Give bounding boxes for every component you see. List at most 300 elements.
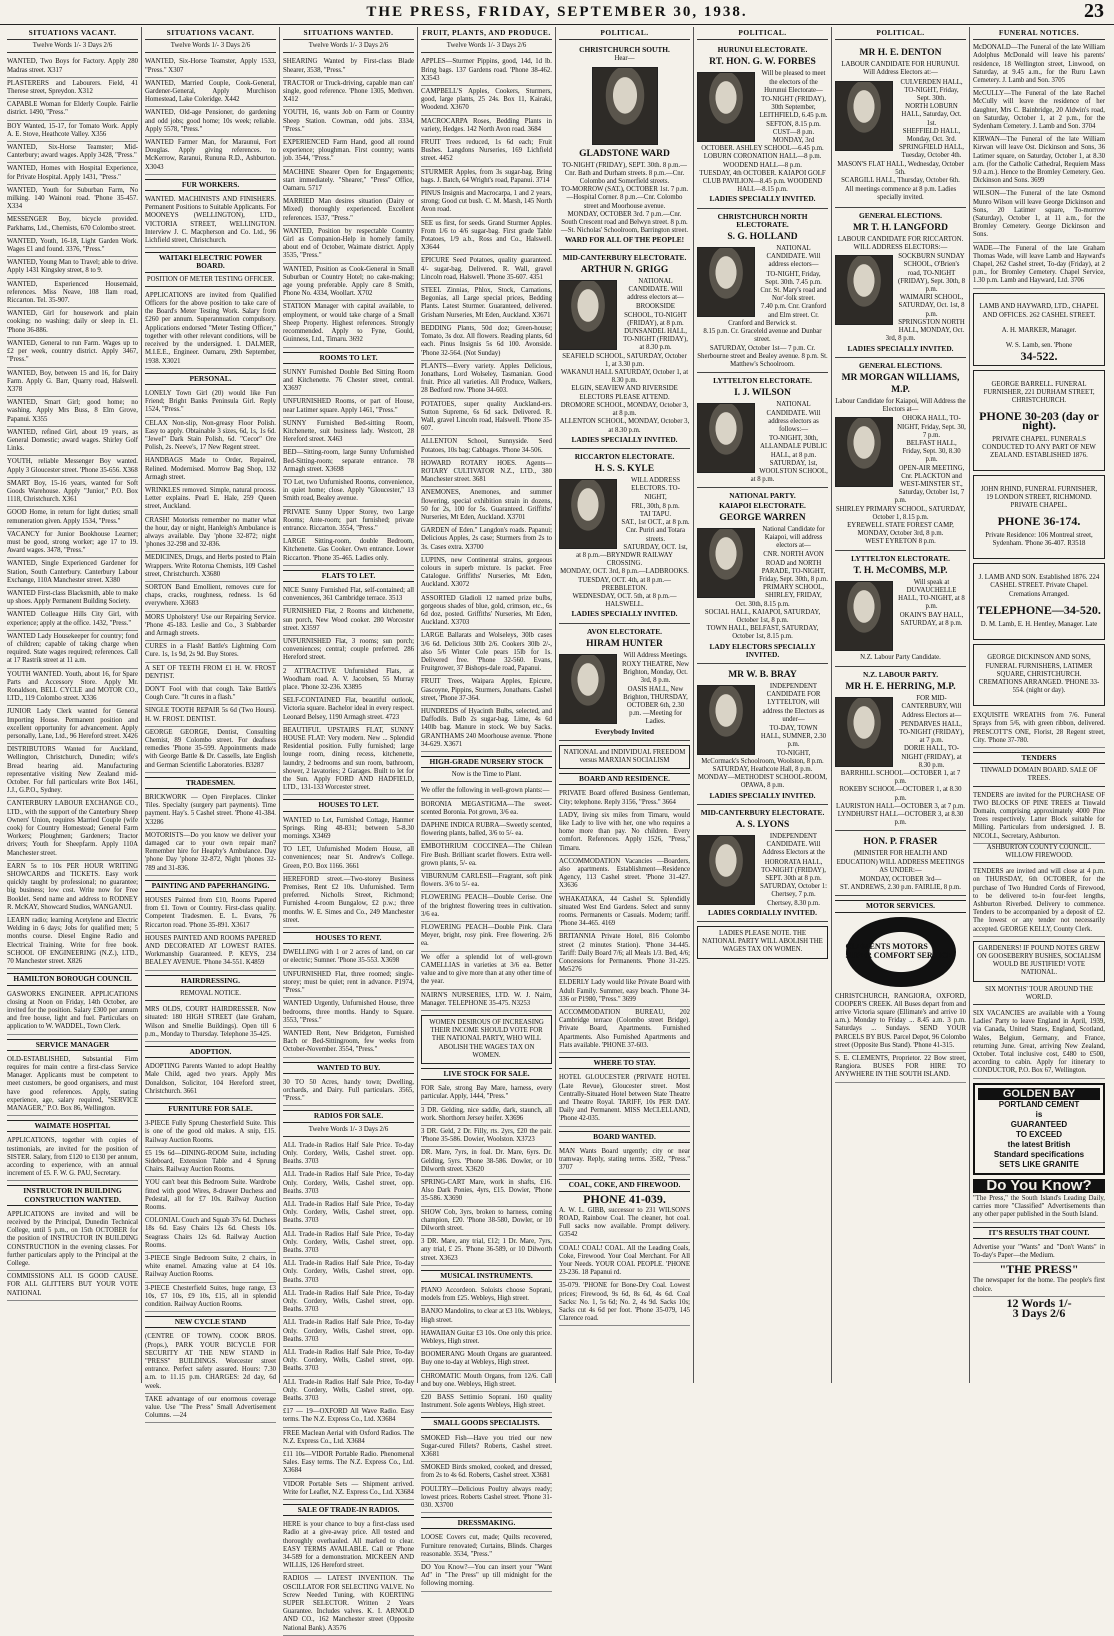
herring-name: MR H. E. HERRING, M.P. — [845, 682, 956, 693]
warren-block — [697, 488, 828, 664]
livestock-ads-item: 3 DR. Mare, any trial, £12; 1 Dr. Mare, 7yrs, any trial, £ 25. 'Phone 36-589, or 10 Dilworth street. X3623 — [421, 1236, 552, 1266]
col1-ads-item: WANTED Colleague Hills City Girl, with experience; apply at the office. 1432, "Press." — [7, 609, 138, 630]
portrait-wilson — [697, 403, 755, 473]
portrait-kyle — [559, 479, 617, 549]
gladstone-meetings-item: MONDAY, OCTOBER 3rd. 7 p.m.—Cnr. South Crescent road and Belwyn street. 8 p.m.—St. Nicholas' Schoolroom, Barrington street. — [560, 210, 689, 235]
col4-ads-item: BEDDING Plants, 50d doz; Green-house; Tomato, 3s doz. All flowers. Reading plants, 6d each. Pinus Insignis 5s 6d 100. Avonside. 'Phone 32-564. (Not Sunday) — [421, 323, 552, 361]
bray-meetings-item: TO-DAY, TOWN HALL, SUMNER, 2.30 p.m. — [760, 725, 827, 749]
service-head: SERVICE MANAGER — [7, 1039, 138, 1051]
lamb-hayward-ad — [973, 293, 1105, 366]
portrait-mccombs — [835, 581, 893, 651]
williams-name: MR MORGAN WILLIAMS, M.P. — [841, 372, 960, 395]
langford-sub: LABOUR CANDIDATE FOR RICCARTON. WILL ADDRESS ELECTORS:— — [837, 235, 964, 252]
board-ads-item: PRIVATE Board offered Business Gentleman, City; telephone. Reply 3156, "Press." 3664 — [559, 788, 690, 809]
livestock-ads-item: DR. Mare, 7yrs, in foal. Dr. Mare, 6yrs. Dr. Gelding, 5yrs. 'Phone 38-586. Dowler, or 10 Dilworth street. X3620 — [421, 1147, 552, 1177]
coal-ads-item: COAL! COAL! COAL. All the Leading Coals, Coke, Firewood. Your Coal Merchant. For All Your Needs. YOUR COAL PEOPLE. 'PHONE 23-236. 18 Papanui rd. — [559, 1243, 690, 1281]
golden-bay-lines — [978, 1100, 1100, 1170]
radios-ads-item: ALL Trade-in Radios Half Sale Price, To-day Only. Cordery, Wells, Cashel street, opp. Beaths. 3703 — [283, 1377, 414, 1407]
painting-ads — [145, 895, 276, 971]
radios-ads-item: ALL Trade-in Radios Half Sale Price, To-day Only. Cordery, Wells, Cashel street, opp. Beaths. 3703 — [283, 1317, 414, 1347]
houses-ads-item: TO LET, Unfurnished Modern House, all conveniences; near St. Andrew's College. Green, P.O. Box 1166. 3661 — [283, 844, 414, 874]
col4-ads-item: APPLES—Sturmer Pippins, good, 14d, 1d lb. Bring bags. 137 Gardens road. 'Phone 38-462. X3543 — [421, 56, 552, 86]
col1-ads-item: MESSENGER Boy, bicycle provided. Parkhams, Ltd., Chemists, 670 Colombo street. — [7, 214, 138, 235]
golden-bay-lines-item: SETS LIKE GRANITE — [999, 1159, 1079, 1169]
col3-ads-item: SHEARING Wanted by First-class Blade Shearer, 3538, "Press." — [283, 56, 414, 77]
bray-block — [697, 664, 828, 805]
coal-ads — [559, 1205, 690, 1327]
kyle-meetings-item: TUESDAY, OCT. 4th, at 8 p.m.—PREBBLETON. — [578, 576, 671, 592]
lamb-hayward-text: LAMB AND HAYWARD, LTD., CHAPEL AND OFFICES. 262 CASHEL STREET. — [979, 303, 1099, 319]
col1-ads-item: WANTED, Six-Horse Teamster; Mid-Canterbury; award wages. Apply 3428, "Press." — [7, 142, 138, 163]
forbes-block — [697, 42, 828, 208]
holland-meetings-item: 7.40 p.m. Cnr. Cranford and Elm street. Cr. Cranford and Berwick st. — [728, 303, 827, 327]
rent-ads-item: UNFURNISHED Flat, three roomed; single-storey; must be quiet; rent in advance. P1974, "Press." — [283, 969, 414, 999]
williams-meetings-item: WEST EYRETON 8 p.m. — [865, 538, 936, 546]
adoption-ad: ADOPTING Parents Wanted to adopt Healthy Male Child, aged two years. Apply Mrs Donaldson, Solicitor, 104 Hereford street, Christchurch. 3661 — [145, 1061, 276, 1099]
kaiapoi: KAIAPOI ELECTORATE. — [719, 500, 806, 510]
col1-ads-item: PLASTERERS and Labourers. Field, 41 Therese street, Spreydon. X312 — [7, 78, 138, 99]
newcycle-head: NEW CYCLE STAND — [145, 1316, 276, 1328]
exquisite-ad: EXQUISITE WREATHS from 7/6. Funeral Sprays from 5/6, with green ribbon, delivered. PRESCOTT'S ONE, Florist, 28 Regent street, City. 'Phone 37-780. — [973, 710, 1105, 748]
lamb-hayward-phone: 34-522. — [1020, 348, 1058, 363]
golden-bay-lines-item: GUARANTEED — [1010, 1119, 1068, 1129]
col1-head: SITUATIONS VACANT. — [7, 27, 138, 40]
warren-sub: National Candidate for Kaiapoi, will address electors at— — [762, 525, 825, 550]
forbes-meetings-item: CUST—8 p.m. — [772, 128, 815, 136]
boardwanted-head: BOARD WANTED. — [559, 1131, 690, 1143]
kyle-name: H. S. S. KYLE — [594, 464, 655, 475]
newcycle-ad: (CENTRE OF TOWN). COOK BROS. (Props.), PARK YOUR BICYCLE FOR SECURITY AT THE NEW STAND in "PRESS" BUILDINGS. Worcester street entrance. Perfect safety assured. Hours: 7.30 a.m. to 11.15 p.m. CHARGES: 2d day, 6d week. — [145, 1331, 276, 1393]
rooms-ads-item: SUNNY Furnished Bed-sitting Room, Kitchenette, suit business lady. Westcott, 28 Hereford street. X463 — [283, 418, 414, 448]
board-head: BOARD AND RESIDENCE. — [559, 773, 690, 785]
nursery-head: HIGH-GRADE NURSERY STOCK — [421, 756, 552, 768]
musical-ads-item: BOOMERANG Mouth Organs are guaranteed. Buy one to-day at Webleys, High street. — [421, 1349, 552, 1370]
langford-footer: LADIES SPECIALLY INVITED. — [847, 343, 954, 353]
holland-block — [697, 209, 828, 373]
nursery-sub: Now is the Time to Plant. — [421, 771, 552, 782]
warren-meetings-item: CNR. NORTH AVON ROAD and NORTH PARADE, TO-NIGHT, Friday, Sept. 30th, 8 p.m. — [759, 551, 828, 583]
tenders-head: TENDERS — [973, 752, 1105, 764]
denton-meetings-item: NORTH LOBURN HALL, Saturday, Oct. 1st. — [901, 103, 962, 127]
col3-ads — [283, 56, 414, 347]
holland-name: S. G. HOLLAND — [727, 232, 798, 243]
col4-ads-item: HOWARD ROTARY HOES. Agents—ROTARY CULTIVATOR N.Z., LTD., 380 Manchester street. 3681 — [421, 458, 552, 488]
wilson-meetings-item: TO-NIGHT, 30th, ALLANDALE PUBLIC HALL, at 8 p.m. — [759, 435, 828, 459]
kyle-meetings-item: Cnr. Puriri and Totara streets. — [625, 527, 686, 543]
national-freedom-ad — [559, 745, 690, 769]
col1-ads-item: BOY Wanted, 15-17, for Tomato Work. Apply A. E. Stove, Heathcote Valley. X356 — [7, 121, 138, 142]
col1-ads-item: CAPABLE Woman for Elderly Couple. Fairlie district. 1490, "Press." — [7, 99, 138, 120]
lyons-meetings-item: HORORATA HALL, TO-NIGHT (FRIDAY), SEPT. 30th at 8 p.m. — [761, 858, 826, 883]
rooms-ads-item: UNFURNISHED Rooms, or part of House, near Latimer square. Apply 1461, "Press." — [283, 396, 414, 417]
williams-block — [835, 358, 966, 551]
ladies-ad-text: LADIES PLEASE NOTE. THE NATIONAL PARTY WILL ABOLISH THE WAGES TAX ON WOMEN. — [702, 930, 823, 954]
furniture-ads-item: £5 19s 6d—DINING-ROOM Suite, including Sideboard, Extension Table and 4 Sprung Chairs. Railway Auction Rooms. — [145, 1148, 276, 1178]
lamb-hayward-sub: A. H. MARKER, Manager. — [1001, 326, 1077, 334]
forbes-meetings-item: TO-NIGHT (FRIDAY), 30th September, LEITHFIELD, 6.45 p.m. SEFTON, 8.15 p.m. — [759, 96, 828, 128]
wilson-meetings-item: SATURDAY, 1st, WOOLSTON SCHOOL, at 8 p.m. — [750, 459, 828, 484]
radios-ads-item: ALL Trade-in Radios Half Sale Price, To-day Only. Cordery, Wells, Cashel street, opp. Beaths. 3703 — [283, 1347, 414, 1377]
press-name: "THE PRESS" — [999, 1262, 1079, 1277]
portrait-grigg — [559, 280, 617, 350]
radios-rate: Twelve Words 1/- 3 Days 2/6 — [283, 1126, 414, 1137]
col4-ads-item: GARDEN of Eden." Langdon's roads. Papanui; Delicious Apples, 2s case; Sturmers from 2s to 3s. Cases extra. X3700 — [421, 525, 552, 555]
denton-meetings-item: SCARGILL HALL, Thursday, October 6th. — [841, 177, 960, 185]
personal-ads-item: MEDICINES, Drugs, and Herbs posted to Plain Wrappers. Write Rotorua Chemists, 109 Cashel street, Christchurch. X3680 — [145, 552, 276, 582]
holland-meetings-item: SATURDAY, October 1st— 7 p.m. Cr. Sherbourne street and Bealey avenue. 8 p.m. St. Matthew's Schoolroom. — [697, 344, 828, 368]
williams-meetings-item: BELFAST HALL, Friday, Sept. 30, 8.30 p.m. — [902, 439, 961, 464]
col3-rate: Twelve Words 1/- 3 Days 2/6 — [283, 42, 414, 53]
radios-ads-item: ALL Trade-in Radios Half Sale Price, To-day Only. Cordery, Wells, Cashel street, opp. Beaths. 3703 — [283, 1199, 414, 1229]
col6-head: POLITICAL. — [697, 27, 828, 40]
langford-meetings-item: SOCKBURN SUNDAY SCHOOL, O'Brien's road, TO-NIGHT (FRIDAY), Sept. 30th, 8 p.m. — [898, 253, 965, 294]
wilson-sub: NATIONAL CANDIDATE. Will address electors as follows:— — [766, 401, 821, 433]
avon: AVON ELECTORATE. — [586, 626, 662, 636]
portrait-denton — [835, 81, 893, 151]
col1-ads-item: DISTRIBUTORS Wanted for Auckland, Wellington, Christchurch, Dunedin; wife's Bread hearing aid. Manufacturing representative visiting New Zealand mid-October. For full particulars write Box 1461, J.J., G.P.O., Sydney. — [7, 744, 138, 798]
lyons-name: A. S. LYONS — [735, 820, 790, 831]
musical-ads-item: BANJO Mandolins, to clear at £3 10s. Webleys, High street. — [421, 1306, 552, 1327]
herring-sub: FOR MID-CANTERBURY, Will Address Electors at— — [901, 695, 962, 719]
hurunui: HURUNUI ELECTORATE. — [717, 45, 808, 55]
boardwanted-ad: MAN Wants Board urgently; city or near tramway. Reply, stating terms. 3582, "Press." 3707 — [559, 1146, 690, 1176]
kyle-meetings-item: MONDAY, OCT. 3rd, 8 p.m.—LADBROOKS. — [560, 568, 689, 576]
column-8 — [970, 27, 1108, 1383]
rent-head: HOUSES TO RENT. — [283, 932, 414, 944]
musical-ads-item: £20 BASS Settimio Soprani. 160 quality Instrument. Sole agents Webleys, High street. — [421, 1392, 552, 1413]
col1-ads-item: WANTED, Smart Girl; good home; no washing. Apply Mrs Buss, 8 Elm Grove, Papanui. X355 — [7, 397, 138, 427]
dress-ads-item: DO You Know?—You can insert your "Want Ad" in "The Press" up till midnight for the following morning. — [421, 1562, 552, 1592]
golden-bay-lines-item: is — [1035, 1109, 1043, 1119]
golden-bay-lines-item: PORTLAND CEMENT — [998, 1099, 1080, 1109]
furniture-head: FURNITURE FOR SALE. — [145, 1103, 276, 1115]
kyle-block — [559, 449, 690, 624]
removal-head: REMOVAL NOTICE. — [145, 990, 276, 1001]
warren-footer: LADY ELECTORS SPECIALLY INVITED. — [709, 641, 816, 659]
williams-meetings-item: EYREWELL STATE FOREST CAMP, MONDAY, October 3rd, 8 p.m. — [847, 521, 954, 538]
portrait-forbes — [697, 72, 755, 142]
column-1 — [4, 27, 142, 1383]
funeral-notices-item: WADE—The Funeral of the late Graham Thomas Wade, will leave Lamb and Hayward's Chapel, 262 Cashel street, To-day (Friday), at 2 p.m., for Bromley Cemetery. Chapel Service, 1.30 p.m. Lamb and Hayward, Ltd. 3706 — [973, 243, 1105, 289]
instructor-head: INSTRUCTOR IN BUILDING CONSTRUCTION WANTED. — [7, 1185, 138, 1205]
golden-bay-lines-item: TO EXCEED — [1015, 1129, 1063, 1139]
personal-ads-item: SINGLE TOOTH REPAIR 5s 6d (Two Hours). H. W. FROST. DENTIST. — [145, 705, 276, 726]
removal-ad: MRS OLDS, COURT HAIRDRESSER. Now situated: 180 HIGH STREET (late Graham, Wilson and Smellie Buildings). Open till 6 p.m., Monday to Thursday. Telephone 35-425. — [145, 1004, 276, 1042]
col4-ads-item: LARGE Ballarats and Wolseleys, 30lb cases 3/6 6d. Delicious 30lb 2/6. Cookers 30lb 2/-, also 5/6 Winter Cole pears 15lb for 1s. Delivered free. 'Phone 32-560. Evans, Fruitgrower, 37 Bishops-dale road, Papanui. — [421, 630, 552, 676]
livestock-ads-item: FOR Sale, strong Bay Mare, harness, every particular. Apply, 1444, "Press." — [421, 1083, 552, 1104]
hunter-sub: Will Address Meetings. — [623, 651, 688, 659]
lyttelton2: LYTTELTON ELECTORATE. — [851, 553, 950, 563]
jlamb-ad — [973, 563, 1105, 639]
barrell-ad — [973, 370, 1105, 471]
langford-meetings-item: SPRINGSTON NORTH HALL, MONDAY, Oct. 3rd, 8 p.m. — [885, 318, 965, 343]
williams-meetings-item: OPEN-AIR MEETING, Cnr. PLACKTON and WEST-MINSTER ST., Saturday, October 1st, 7 p.m. — [894, 464, 965, 505]
women-ad — [421, 1015, 552, 1064]
personal-ads-item: CURES in a Flash! Battle's Lightning Corn Cure. 1s, 1s 9d, 2s 9d. Buy Stores. — [145, 641, 276, 662]
col2-ads-item: WANTED, Old-age Pensioner, do gardening and odd jobs; good home; 10s week; reliable. Apply 5578, "Press." — [145, 107, 276, 137]
col2-ads — [145, 56, 276, 174]
fur-head: FUR WORKERS. — [145, 179, 276, 191]
jlamb-phone: TELEPHONE—34-520. — [977, 602, 1101, 617]
fur-ad: WANTED. MACHINISTS AND FINISHERS. Permanent Positions to Suitable Applicants. For MOONEYS (WELLINGTON), LTD., VICTORIA STREET, WELLINGTON. Interview J. C. Macpherson and Co. Ltd., 96 Lichfield street, Christchurch. — [145, 194, 276, 248]
dress-ads-item: LOOSE Covers cut, made; Quilts recovered, Furniture renovated; Curtains, Blinds. Charges reasonable. 3534, "Press." — [421, 1532, 552, 1562]
women-ad-text: WOMEN DESIROUS OF INCREASING THEIR INCOME SHOULD VOTE FOR THE NATIONAL PARTY, WHO WILL ABOLISH THE WAGES TAX ON WOMEN. — [429, 1018, 544, 1059]
col3-ads-item: STATION Manager with capital available, to employment, or would take charge of a Small Sheep Property. Highest references. Strongly recommended. Apply to Fyne, Gould, Guinness, Ltd., Timaru. 3692 — [283, 301, 414, 347]
lyons-sub: INDEPENDENT CANDIDATE. Will Address Electors at the — [762, 833, 825, 857]
column-3 — [280, 27, 418, 1632]
mccombs-meetings-item: OKAIN'S BAY HALL, SATURDAY, at 8 p.m. — [899, 611, 964, 627]
radios-ads — [283, 1140, 414, 1500]
waitaki-head: WAITAKI ELECTRIC POWER BOARD. — [145, 252, 276, 272]
portrait-gladstone — [592, 67, 658, 145]
col1-ads-item: WANTED, Experienced Housemaid, references. Miss Neave, 108 Ilam road, Riccarton. Tel. 35-907. — [7, 279, 138, 309]
herring-block — [835, 667, 966, 831]
personal-ads — [145, 388, 276, 773]
furniture-ads — [145, 1118, 276, 1312]
nursery-ads-item: EMBOTHRIUM COCCINEA—The Chilean Fire Bush. Brilliant scarlet flowers. Extra well-grown plants, 5/- ea. — [421, 841, 552, 871]
rent-ads-item: WANTED Urgently, Unfurnished House, three bedrooms, three months. Handy to Square. 3553, "Press." — [283, 998, 414, 1028]
bray-sub: INDEPENDENT CANDIDATE FOR LYTTELTON, will address the Electors as under— — [762, 683, 825, 723]
national-freedom-text: NATIONAL and INDIVIDUAL FREEDOM versus MARXIAN SOCIALISM — [563, 748, 686, 764]
grigg-block — [559, 250, 690, 449]
lyttelton: LYTTELTON ELECTORATE. — [713, 376, 812, 386]
hunter-footer: Everybody Invited — [595, 726, 654, 736]
gladstone-meetings-item: TO-MORROW (SAT.), OCTOBER 1st. 7 p.m.—Hospital Corner. 8 p.m.—Cnr. Colombo street and Moorhouse avenue. — [560, 186, 689, 210]
williams-meetings-item: OHOKA HALL, TO-NIGHT, Friday, Sept. 30, 7 p.m. — [897, 415, 966, 439]
nursery-ads-item: We offer the following in well-grown plants:— — [421, 785, 552, 798]
rent-ads-item: DWELLING with 1 or 2 acres of land, on car or electric; Sumner. 'Phone 35-553. X3698 — [283, 947, 414, 968]
personal-head: PERSONAL. — [145, 373, 276, 385]
motors-ad: CHRISTCHURCH, RANGIORA, OXFORD, COOPER'S CREEK. All Buses depart from and arrive Victoria square (Ellimate's and arrive 10 a.m.). Monday to Friday ... 8.45 a.m. 3 p.m. Saturdays ... Sundays. SEND YOUR PARCELS BY BUS. Parcel Depot, 96 Colombo street (Opposite Bus Stand). 'Phone 41-315. — [835, 991, 966, 1053]
flats-ads-item: UNFURNISHED Flat, 3 rooms; sun porch; conveniences; central; couple preferred. 286 Hereford street. — [283, 636, 414, 666]
kyle-meetings-item: FRI., 30th, 8 p.m. — [631, 502, 680, 510]
portrait-williams — [835, 417, 893, 487]
col4-ads-item: STURMER Apples, from 3s sugar-bag. Bring bags. J. Batch, 64 Wright's road, Papanui. 3714 — [421, 167, 552, 188]
warren-meetings-item: TOWN HALL, BELFAST, SATURDAY, October 1st, 8.15 p.m. — [706, 625, 819, 641]
portrait-hunter — [559, 654, 617, 724]
col1-ads-item: GOOD Home, in return for light duties; small remuneration given. Apply 1534, "Press." — [7, 507, 138, 528]
col2-ads-item: WANTED, Six-Horse Teamster, Apply 1533, "Press." X307 — [145, 56, 276, 77]
col4-head: FRUIT, PLANTS, AND PRODUCE. — [421, 27, 552, 40]
page-number: 23 — [1084, 0, 1104, 22]
col1-ads-item: SMART Boy, 15-16 years, wanted for Soft Goods Warehouse. Apply "Junior," P.O. Box 1118, Christchurch. X361 — [7, 478, 138, 508]
col3-ads-item: YOUTH, 16, wants Job on Farm or Country Sheep Station. Cowman, odd jobs. 3334, "Press." — [283, 107, 414, 137]
nursery-ads-item: FLOWERING PEACH—Double Pink. Clara Meyer, bright, rosy pink. Free flowering. 2/6 ea. — [421, 922, 552, 952]
herring-meetings-item: ROKEBY SCHOOL—OCTOBER 1, at 8.30 p.m. — [839, 786, 962, 802]
col2-ads-item: WANTED, Married Couple, Cook-General, Gardener-General, Apply Murchison Homestead, Lake Coleridge. X442 — [145, 78, 276, 108]
col1-ads-item: WANTED, refined Girl, about 19 years, as General Domestic; award wages. Shirley Golf Links. — [7, 427, 138, 457]
col3-head: SITUATIONS WANTED. — [283, 27, 414, 40]
furniture-ads-item: YOU can't beat this Bedroom Suite. Wardrobe fitted with good Wires, 8-drawer Duchess and Pedestal, all for £7 10s. Railway Auction Rooms. — [145, 1177, 276, 1215]
board-ads-item: BRITANNIA Private Hotel, 816 Colombo street (2 minutes Station). 'Phone 34-445. Tariff: Daily Board 7/6; all Meals 1/3. Bed, 4/6; Concessions for Permanents. 'Phone 31-225. Me5276 — [559, 931, 690, 977]
instructor-ad: APPLICATIONS are invited and will be received by the Principal, Dunedin Technical College, until 5 p.m., on 15th OCTOBER for the position of INSTRUCTOR IN BUILDING CONSTRUCTION in the evening classes. For further particulars apply to the Principal at the College. — [7, 1209, 138, 1271]
personal-ads-item: GEORGE GEORGE, Dentist, Consulting Chemist, 89 Colombo street. For deafness remedies 'Phone 35-599. Appointments made with George Battle & Dr. Cassells, late English and German Scientific Laboratories. B3287 — [145, 727, 276, 773]
gladstone-ward: GLADSTONE WARD — [579, 148, 670, 159]
tinwald-head: TINWALD DOMAIN BOARD. SALE OF TREES. — [973, 767, 1105, 786]
rhind-text: JOHN RHIND, FUNERAL FURNISHER, 19 LONDON STREET, RICHMOND. PRIVATE CHAPEL. — [980, 485, 1098, 510]
grigg-meetings-item: DROMORE SCHOOL, MONDAY, October 3, at 8 p.m. — [560, 401, 689, 418]
flats-ads — [283, 585, 414, 795]
col1-ads — [7, 56, 138, 969]
furniture-ads-item: COLONIAL Couch and Squab 37s 6d. Duchess 18s 6d. Easy Chairs 12s 6d. Chests 10s. Seagrass Chairs 12s 6d. Railway Auction Rooms. — [145, 1215, 276, 1253]
col4-ads-item: HUNDREDS of Hyacinth Bulbs, selected, and Daffodils. Bulb 2s sugar-bag. Lime, 4s 6d 140lb bag. Manure in stock. We buy Sacks. GRANTHAMS 240 Moorhouse avenue. 'Phone 34-629. X3671 — [421, 706, 552, 752]
lamb-hayward-footer: W. S. Lamb, sen. 'Phone — [1005, 341, 1073, 349]
board-ads-item: LADY, living six miles from Timaru, would like Lady to live with her, one who requires a home more than pay. No children. Every comfort. References. Apply 1526, "Press," Timaru. — [559, 810, 690, 856]
kyle-meetings-item: SATURDAY, OCT. 1st, at 8 p.m.—BRYNDWR RAILWAY CROSSING. — [576, 543, 688, 568]
flats-ads-item: BEAUTIFUL UPSTAIRS FLAT, SUNNY HOUSE FLAT: Very modern. New ... Splendid Residential position. Fully furnished; large lounge room, dining recess, kitchenette, laundry, 2 bedrooms and sun room, bathroom, shower, 2 lavatories; 2 Garages. Built to let for the Sun. Apply FORD AND HADFIELD, LTD., 131-133 Worcester street. — [283, 725, 414, 796]
livestock-ads-item: SPRING-CART Mare, work in shafts, £16. Also Dark Ponies, 4yrs, £15. Dowier, 'Phone 35-586. X3690 — [421, 1177, 552, 1207]
funeral-notices-item: WILSON—The Funeral of the late Osmond Munro Wilson will leave George Dickinson and Sons, 20 Latimer square, To-morrow (Saturday), October 1, at 11 a.m., for the Bromley Cemetery. George Dickinson and Sons. — [973, 188, 1105, 242]
personal-ads-item: LONELY Town Girl (20) would like Fun Friend; Bright Banks Peninsula Girl. Reply 1524, "Press." — [145, 388, 276, 418]
grigg-meetings-item: DUNSANDEL HALL, TO-NIGHT (FRIDAY), at 8.30 p.m. — [623, 328, 688, 352]
column-6 — [694, 27, 832, 1383]
williams-meetings-item: SHIRLEY PRIMARY SCHOOL, SATURDAY, October 1, 8.15 p.m. — [835, 505, 966, 521]
nursery-ads-item: DAPHNE INDICA RUBRA—Sweetly scented, flowering plants, balled, 3/6 to 5/- ea. — [421, 820, 552, 841]
column-4 — [418, 27, 556, 1588]
col3-ads-item: WANTED, Position by respectable Country Girl as Companion-Help in homely family, about end of October, Waimate district. Apply 3535, "Press." — [283, 226, 414, 264]
warren-meetings-item: SOCIAL HALL, KAIAPOI, SATURDAY, October 1st, 8 p.m. — [704, 608, 821, 624]
forbes-meetings-item: TUESDAY, 4th OCTOBER. KAIAPOI GOLF CLUB PAVILION—8.45 p.m. WOODEND HALL—8.15 p.m. — [699, 169, 826, 194]
col4-ads-item: MACROCARPA Roses, Bedding Plants in variety, Hedges. 142 North Avon road. 3684 — [421, 116, 552, 137]
personal-ads-item: CELAX Non-slip, Non-greasy Floor Polish. Easy to apply. Obtainable 3 sizes, 6d, 1s, 1s 6d. "Jewel" Dark Stain Polish, 6d. "Cecor" Ore Polish, 2s. Neeve's, 17 New Regent street. — [145, 418, 276, 456]
flats-ads-item: SELF-CONTAINED Flat, beautiful outlook, Victoria square. Bachelor ideal in every respect. Leonard Belsey, 1190 Armagh street. 4723 — [283, 695, 414, 725]
col4-ads-item: SEE us first, for seeds. Grand Sturmer Apples. From 1/6 to 4/6 sugar-bag. First grade Table Potatoes, 1/9 a.b., Ross and Co., Halswell. X3644 — [421, 218, 552, 256]
col7-head: POLITICAL. — [835, 27, 966, 40]
personal-ads-item: CRASH! Motorists remember no matter what the hour, day or night, Hanleigh's Ambulance is always available. Day 'phone 32-872; night 'phones 32-298 and 32-836. — [145, 515, 276, 553]
houses-ads-item: WANTED to Let, Furnished Cottage, Hanmer Springs. Ring 48-831; between 5-8.30 mornings. X3469 — [283, 815, 414, 845]
rooms-ads-item: BED—Sitting-room, large Sunny Unfurnished Bed-Sitting-room; separate entrance. 78 Armagh street. X3698 — [283, 447, 414, 477]
col2-rate: Twelve Words 1/- 3 Days 2/6 — [145, 42, 276, 53]
denton-sub: LABOUR CANDIDATE FOR HURUNUI. Will Address Electors at:— — [841, 61, 960, 77]
denton-meetings-item: SHEFFIELD HALL, Monday, Oct. 3rd. — [902, 127, 961, 144]
do-you-know-banner: Do You Know? — [973, 1179, 1105, 1193]
painting-head: PAINTING AND PAPERHANGING. — [145, 880, 276, 892]
barrell-phone: PHONE 30-203 (day or night). — [979, 409, 1099, 432]
houses-head: HOUSES TO LET. — [283, 799, 414, 811]
col1-ads-item: YOUTH WANTED. Youth, about 16, for Spare Parts and Accessory Store. Apply Mr. Ronaldson, BELL CYCLE and MOTOR CO., LTD., 119 Colombo street. X336 — [7, 669, 138, 707]
funeral-notices-item: KIRWAN—The Funeral of the late William Kirwan will leave Ost. Dickinson and Sons, 36 Latimer square, on Saturday, October 1, at 8.30 a.m. (for the Catholic Cathedral, Requiem Mass 9.0 a.m.). Hence to the Bromley Cemetery. Geo. Dickinson and Sons. 3699 — [973, 134, 1105, 188]
jlamb-sub: D. M. Lamb, E. H. Hentley, Manager. Late — [980, 620, 1098, 628]
nursery-ads-item: NAIRN'S NURSERIES, LTD. W. J. Nairn, Manager. TELEPHONE 35-475. N3253 — [421, 990, 552, 1011]
oscillator-ad: RADIOS — LATEST INVENTION. The OSCILLATOR FOR SELECTING VALVE. No Screw Needed Tuning, with KOERTING SUPER SELECTOR. Written 2 Years Guarantee. Includes valves. K. I. ARNOLD AND CO., 162 Manchester street (Opposite National Bank). A3576 — [283, 1573, 414, 1635]
board-ads-item: ELDERLY Lady would like Private Board with Adult Family. Summer, easy beach. 'Phone 34-336 or P1980, "Press." 3699 — [559, 977, 690, 1007]
herring-meetings-item: PENDARVES HALL, TO-NIGHT (FRIDAY), at 7 p.m. — [899, 720, 964, 745]
wilson-name: I. J. WILSON — [734, 388, 791, 399]
rooms-ads-item: TO Let, two Unfurnished Rooms, convenience, in quiet home; close. Apply "Gloucester," 13 Smith road, Bealey avenue. — [283, 477, 414, 507]
col1-ads-item: WANTED, Young Man to Travel; able to drive. Apply 1431 Kingsley street, 8 to 9. — [7, 257, 138, 278]
trades-ads-item: BRICKWORK — Open Fireplaces. Clinker Tiles. Specialty (surgery part payments). Time payment. Hay's. 5 Cashel street. 'Phone 41-384. X3286 — [145, 792, 276, 830]
col4-ads — [421, 56, 552, 752]
painting-ads-item: HOUSES PAINTED AND ROOMS PAPERED AND DECORATED AT LOWEST RATES. Workmanship Guaranteed. P. KEYS, 234 BEALEY AVENUE. 'Phone 34-551. K4859 — [145, 933, 276, 971]
musical-ads-item: HAWAIIAN Guitar £3 10s. One only this price. Webleys, High street. — [421, 1328, 552, 1349]
flats-ads-item: NICE Sunny Furnished Flat, self-contained; all conveniences, 361 Cambridge terrace. 3513 — [283, 585, 414, 606]
holland-meetings-item: 8.15 p.m. Cr. Graceleld avenue and Dunbar street. — [703, 328, 822, 344]
musical-ads-item: PIANO Accordeon. Soloists choose Soprani, models from £25. Webleys, High street. — [421, 1285, 552, 1306]
gladstone-slogan: WARD FOR ALL OF THE PEOPLE! — [564, 235, 685, 245]
williams-sub: Labour Candidate for Kaiapoi, Will Address the Electors at— — [835, 397, 966, 414]
results-body: Advertise your "Wants" and "Don't Wants" in To-day's Paper—the Medium. — [973, 1242, 1105, 1263]
dress-ads — [421, 1532, 552, 1591]
col4-ads-item: EPICURE Seed Potatoes, quality guaranteed. 4/- sugar-bag. Delivered. R. Wall, gravel Lincoln road, Halswell. 'Phone 35-607. 4351 — [421, 255, 552, 285]
rate-final-2: 3 Days 2/6 — [1012, 1306, 1066, 1321]
nzlp: N.Z. LABOUR PARTY. — [862, 669, 939, 679]
personal-ads-item: A SET OF TEETH FROM £1 H. W. FROST DENTIST. — [145, 663, 276, 684]
col2-ads-item: WANTED Farmer Man, for Maraunui, Fort Douglas. Apply giving references. to McKerrow, Raranui, Rununa R.D., Ashburton. X3043 — [145, 137, 276, 175]
flats-head: FLATS TO LET. — [283, 570, 414, 582]
portrait-herring — [835, 697, 893, 767]
col1-ads-item: WANTED, Youth, 16-18, Light Garden Work. Wages £1 and found. 3376, "Press." — [7, 236, 138, 257]
col3-ads-item: MACHINE Shearer Open for Engagements; start immediately. "Shearer," "Press" Office, Oamaru. 5717 — [283, 167, 414, 197]
motors-footer: S. E. CLEMENTS, Proprietor. 22 Bow street, Rangiora. BUSES FOR HIRE TO ANYWHERE IN THE SOUTH ISLAND. — [835, 1053, 966, 1083]
service-ad: OLD-ESTABLISHED, Substantial Firm requires for main centre a first-class Service Manager. Applicants must be competent to meet customers, be good organisers, and must have good references. Apply, stating experience, age, salary required, "SERVICE MANAGER," P.O. Box 86, Wellington. — [7, 1054, 138, 1116]
houses-ads-item: HEREFORD street.—Two-storey Business Premises, Rent £2 10s. Unfurnished. Term preferred. Nicholls Street, Richmond; Furnished 4-room Bungalow, £2 p.w.; three months. W. E. Simes and Co., 249 Manchester street. — [283, 874, 414, 928]
nursery-ads-item: We offer a splendid lot of well-grown CAMELLIAS in varieties at 3/6 ea. Better value and to give more than at any other time of the year. — [421, 952, 552, 990]
warren-meetings-item: PRIMARY SCHOOL, SHIRLEY, FRIDAY, Oct. 30th, 8.15 p.m. — [735, 584, 824, 608]
rooms-ads-item: LARGE Sitting-room, double Bedroom, Kitchenette. Gas Cooker. Own entrance. Lower Riccarton. 'Phone 35-465. Ladies only. — [283, 536, 414, 566]
herring-meetings-item: LYNDHURST HALL—OCTOBER 3, at 8.30 p.m. — [837, 811, 964, 827]
trades-head: TRADESMEN. — [145, 777, 276, 789]
hamilton-head: HAMILTON BOROUGH COUNCIL — [7, 973, 138, 985]
smallgoods-ads-item: SMOKED Fish—Have you tried our new Sugar-cured Fillets? Roberts, Cashel street. X3681 — [421, 1433, 552, 1463]
musical-ads-item: CHROMATIC Mouth Organs, from 12/6. Call and buy one. Webleys, High street. — [421, 1371, 552, 1392]
radios-ads-item: £11 10s—VIDOR Portable Radio. Phenomenal Sales. Easy terms. The N.Z. Express Co., Ltd. X3684 — [283, 1449, 414, 1479]
personal-ads-item: SORTON Band Emollient, removes cure for chaps, cracks, roughness, redness. 1s 6d everywhere. X3683 — [145, 582, 276, 612]
nursery-ads-item: VIBURNUM CARLESII—Fragrant, soft pink flowers. 3/6 to 5/- ea. — [421, 871, 552, 892]
lyons-meetings-item: SATURDAY, October 1: Chertsey, 7 p.m. Chertsey, 8.30 p.m. — [759, 883, 828, 907]
kyle-sub: WILL ADDRESS ELECTORS. TO-NIGHT, — [630, 477, 681, 501]
denton-meetings-item: CULVERDEN HALL, TO-NIGHT, Friday, Sept. 30th. — [900, 78, 963, 103]
gen1: GENERAL ELECTIONS. — [859, 210, 942, 220]
riccarton: RICCARTON ELECTORATE. — [574, 451, 675, 461]
gen2: GENERAL ELECTIONS. — [859, 360, 942, 370]
hunter-meetings-item: OASIS HALL, New Brighton, THURSDAY, OCTOBER 6th, 2.30 p.m. —Meeting for Ladies. — [623, 685, 688, 726]
col1-ads-item: WANTED, Two Boys for Factory. Apply 280 Madras street. X317 — [7, 56, 138, 77]
gardeners-text: GARDENERS! IF POUND NOTES GREW ON GOOSEBERRY BUSHES, SOCIALISM WOULD BE JUSTIFIED! VOTE NATIONAL. — [977, 944, 1101, 977]
kyle-meetings-item: SAT., 1st OCT., at 8 p.m. — [621, 519, 690, 527]
funeral-notices-item: McDONALD—The Funeral of the late William Adolphus McDonald will leave his parents' residence, 18 Wellington street, Linwood, on Saturday, at 9.45 a.m., for the Ruru Lawn Cemetery. J. Lamb and Son. 3705 — [973, 42, 1105, 88]
personal-ads-item: MORS Upholstery! Use our Repairing Service. 'Phone 45-183. Leslie and Co., 3 Stabbarder and Armagh streets. — [145, 612, 276, 642]
col1-ads-item: WANTED, General to run Farm. Wages up to £2 per week, country district. Apply 3467, "Press." — [7, 338, 138, 368]
col3-ads-item: TRACTOR or Truck-driving, capable man can' single, good reference. 'Phone 1305, Methven. X412 — [283, 78, 414, 108]
radios-ads-item: VIDOR Portable Sets — Shipment arrived. Write for Leaflet, N.Z. Express Co., Ltd. X3684 — [283, 1479, 414, 1500]
col1-rate: Twelve Words 1/- 3 Days 2/6 — [7, 42, 138, 53]
col1-ads-item: WANTED First-class Blacksmith, able to make up shoes. Apply Permanent Building Society. — [7, 588, 138, 609]
col1-ads-item: CANTERBURY LABOUR EXCHANGE CO., LTD., with the support of the Canterbury Sheep Owners' Union, requires Married Couple (wife cook) for Country Homestead; General Farm Workers; Ploughmen; Gardeners; Tractor drivers; Youth for Sheepfarm. Apply 110A Manchester street. — [7, 798, 138, 860]
barrell-footer: PRIVATE CHAPEL. FUNERALS CONDUCTED TO ANY PART OF NEW ZEALAND. ESTABLISHED 1876. — [982, 435, 1096, 459]
warren-name: GEORGE WARREN — [719, 512, 806, 523]
col5-head: POLITICAL. — [559, 27, 690, 40]
col3-ads-item: EXPERIENCED Farm Hand, good all round experience; ploughman. First country; wants job. 3544, "Press." — [283, 137, 414, 167]
gladstone-meetings — [559, 162, 690, 236]
radios-ads-item: FREE Maclean Aerial with Oxford Radios. The N.Z. Express Co., Ltd. X3684 — [283, 1428, 414, 1449]
funeral-notices — [973, 42, 1105, 288]
grigg-name: ARTHUR N. GRIGG — [580, 264, 669, 275]
coal-head: COAL, COKE, AND FIREWOOD. — [559, 1179, 690, 1191]
where-ad: HOTEL GLOUCESTER (PRIVATE HOTEL (Late Revue), Gloucester street. Most Centrally-Situated Hotel between State Theatre and Theatre Royal. TARIFF, 10s PER DAY. Daily and Permanent. MISS McCLELLAND, 'Phone 42-035. — [559, 1072, 690, 1126]
herring-meetings-item: BARRHILL SCHOOL—OCTOBER 1, at 7 p.m. — [840, 770, 961, 786]
hunter-name: HIRAM HUNTER — [586, 638, 663, 649]
denton-meetings-item: MASON'S FLAT HALL, Wednesday, October 5th. — [837, 160, 964, 176]
waitaki-sub: POSITION OF METER TESTING OFFICER. — [145, 276, 276, 287]
col1-ads-item: WANTED Lady Housekeeper for country; fond of children; capable of taking charge when required. State wages required; references. Call at 17 Rastrik street at 11 a.m. — [7, 631, 138, 669]
where-head: WHERE TO STAY. — [559, 1057, 690, 1069]
smallgoods-head: SMALL GOODS SPECIALISTS. — [421, 1417, 552, 1429]
nursery-ads-item: FLOWERING PEACH—Double Cerise. One of the brightest flowering trees in cultivation. 3/6 ea. — [421, 892, 552, 922]
smallgoods-ads-item: SMOKED Birds smoked, cooked, and dressed, from 2s to 4s 6d. Roberts, Cashel street. X3681 — [421, 1462, 552, 1483]
portrait-bray — [697, 685, 755, 755]
gladstone-meetings-item: TO-NIGHT (FRIDAY), SEPT. 30th. 8 p.m.—Cnr. Bath and Durham streets. 8 p.m.—Cnr. Colombo and Somerfield streets. — [562, 161, 687, 186]
bray-meetings-item: TO-NIGHT, McCormack's Schoolroom, Woolston, 8 p.m. — [701, 749, 824, 765]
